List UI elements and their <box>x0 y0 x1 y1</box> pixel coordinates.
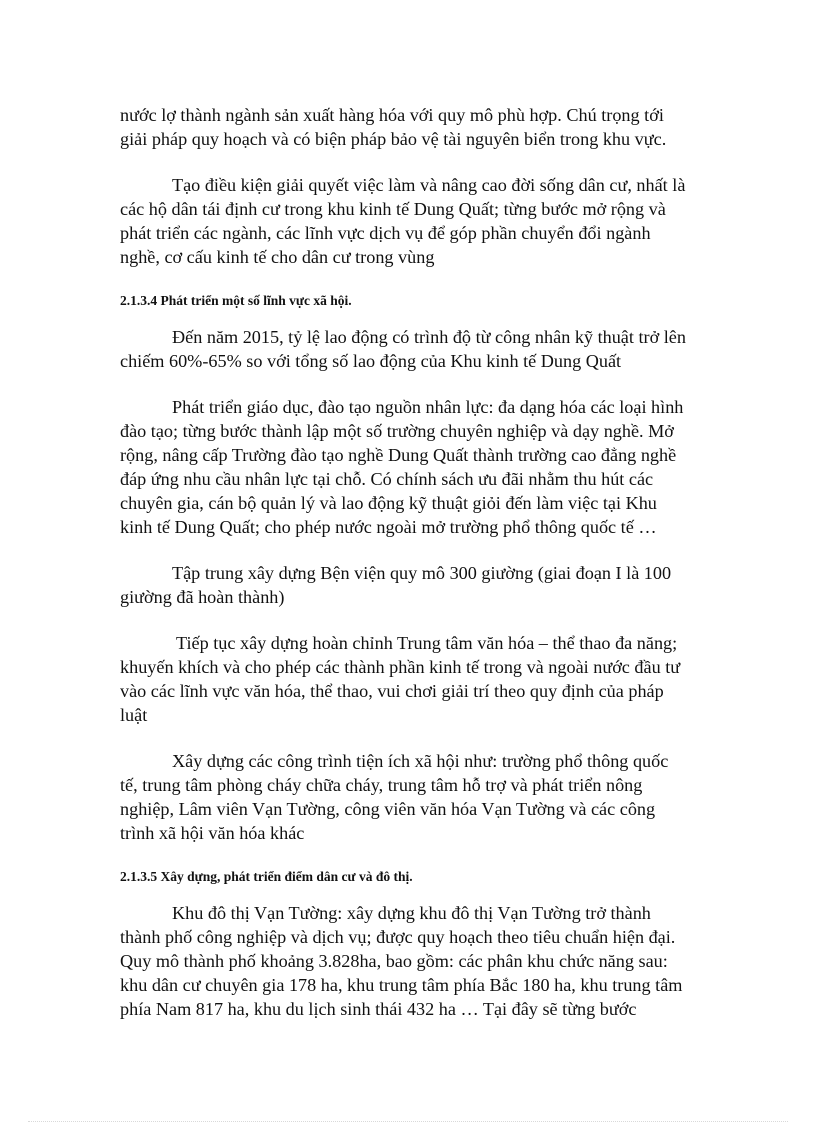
paragraph-employment: Tạo điều kiện giải quyết việc làm và nâng cao đời sống dân cư, nhất là các hộ dân tái định cư trong khu kinh tế Dung Quất; từng bước mở rộng và phát triển các ngành, các lĩnh vực dịch vụ để góp phần chuyển đổi ngành nghề, cơ cấu kinh tế cho dân cư trong vùng <box>120 175 686 267</box>
section-heading-social: 2.1.3.4 Phát triển một số lĩnh vực xã hội. <box>120 293 352 308</box>
paragraph-hospital: Tập trung xây dựng Bện viện quy mô 300 giường (giai đoạn I là 100 giường đã hoàn thành) <box>120 563 672 607</box>
paragraph-culture-center: Tiếp tục xây dựng hoàn chỉnh Trung tâm văn hóa – thể thao đa năng; khuyến khích và cho phép các thành phần kinh tế trong và ngoài nước đầu tư vào các lĩnh vực văn hóa, thể thao, vui chơi giải trí theo quy định của pháp luật <box>120 633 681 725</box>
paragraph-aquaculture: nước lợ thành ngành sản xuất hàng hóa với quy mô phù hợp. Chú trọng tới giải pháp quy hoạch và có biện pháp bảo vệ tài nguyên biển trong khu vực. <box>120 105 667 149</box>
page-bottom-divider <box>28 1121 788 1122</box>
paragraph-social-facilities: Xây dựng các công trình tiện ích xã hội như: trường phổ thông quốc tế, trung tâm phòng cháy chữa cháy, trung tâm hỗ trợ và phát triển nông nghiệp, Lâm viên Vạn Tường, công viên văn hóa Vạn Tường và các công trình xã hội văn hóa khác <box>120 751 669 843</box>
document-body <box>120 103 690 1021</box>
paragraph-education: Phát triển giáo dục, đào tạo nguồn nhân lực: đa dạng hóa các loại hình đào tạo; từng bước thành lập một số trường chuyên nghiệp và dạy nghề. Mở rộng, nâng cấp Trường đào tạo nghề Dung Quất thành trường cao đẳng nghề đáp ứng nhu cầu nhân lực tại chỗ. Có chính sách ưu đãi nhằm thu hút các chuyên gia, cán bộ quản lý và lao động kỹ thuật giỏi đến làm việc tại Khu kinh tế Dung Quất; cho phép nước ngoài mở trường phổ thông quốc tế … <box>120 397 684 537</box>
section-heading-urban: 2.1.3.5 Xây dựng, phát triển điểm dân cư và đô thị. <box>120 869 413 884</box>
paragraph-labor-ratio: Đến năm 2015, tỷ lệ lao động có trình độ từ công nhân kỹ thuật trở lên chiếm 60%-65% so với tổng số lao động của Khu kinh tế Dung Quất <box>120 327 686 371</box>
paragraph-van-tuong: Khu đô thị Vạn Tường: xây dựng khu đô thị Vạn Tường trở thành thành phố công nghiệp và dịch vụ; được quy hoạch theo tiêu chuẩn hiện đại. Quy mô thành phố khoảng 3.828ha, bao gồm: các phân khu chức năng sau: khu dân cư chuyên gia 178 ha, khu trung tâm phía Bắc 180 ha, khu trung tâm phía Nam 817 ha, khu du lịch sinh thái 432 ha … Tại đây sẽ từng bước <box>120 903 683 1019</box>
